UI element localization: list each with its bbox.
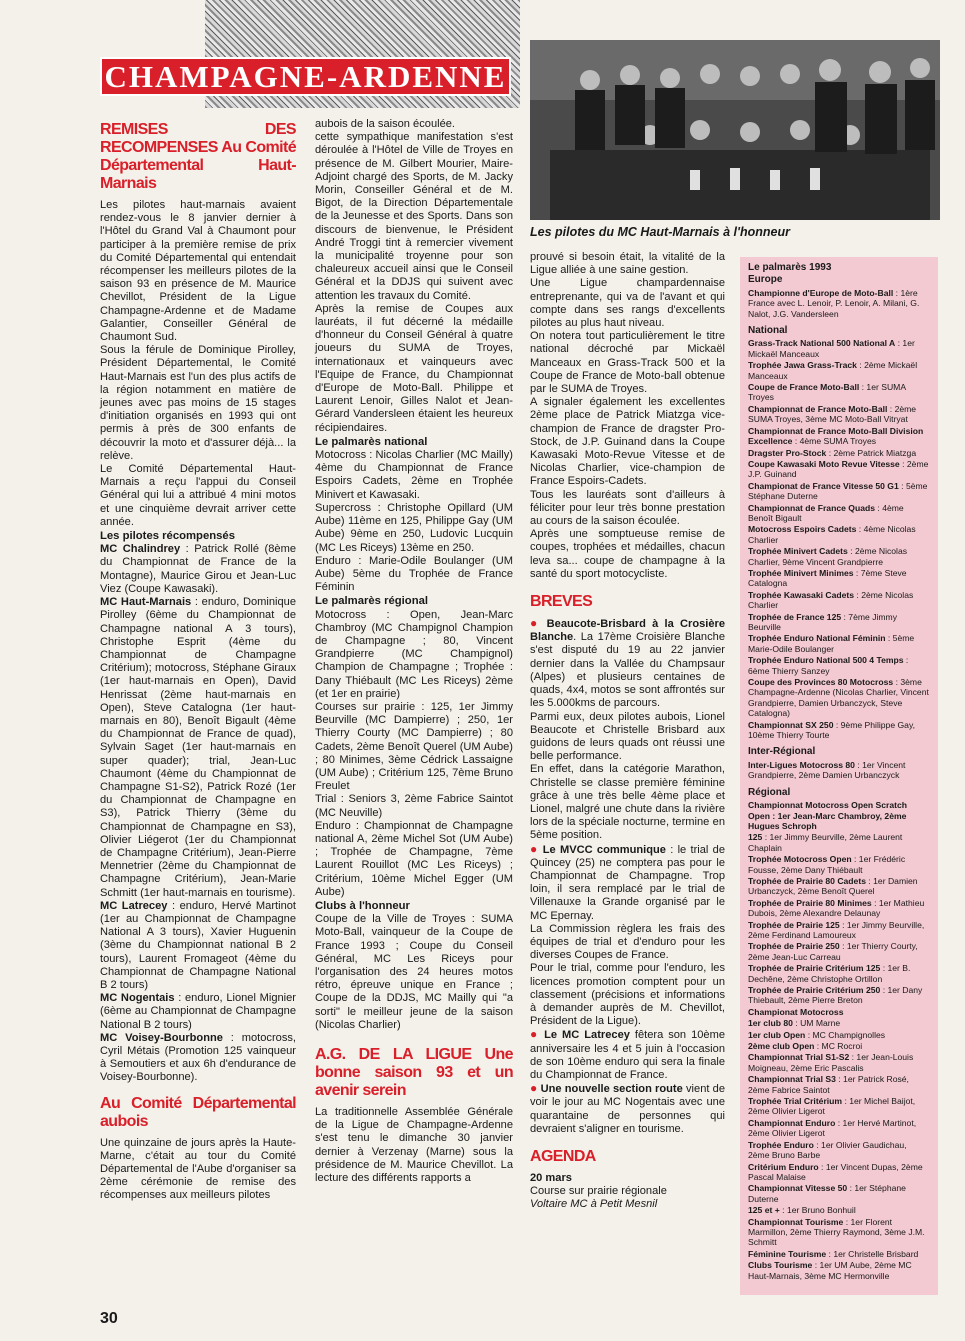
palmares-entry-label: Trophée de Prairie Critérium 125 (748, 963, 881, 974)
palmares-entry-label: Trophée Minivert Minimes (748, 567, 854, 578)
palmares-entry-result: : 2ème Nicolas Charlier (748, 589, 914, 611)
palmares-entry (748, 963, 930, 984)
palmares-entry-label: Trophée Kawasaki Cadets (748, 589, 855, 600)
palmares-entry-label: Championnat Trial S3 (748, 1074, 836, 1085)
headline-ag: A.G. DE LA LIGUE Une bonne saison 93 et un avenir serein (315, 1046, 513, 1100)
paragraph: Une quinzaine de jours après la Haute-Marne, c'était au tour du Comité Départemental de l'Aube d'organiser sa 2ème cérémonie de remise des récompenses aux meilleurs pilotes (100, 1136, 296, 1202)
paragraph: Parmi eux, deux pilotes aubois, Lionel Beaucote et Christelle Brisbard aux guidons de leurs quads ont réussi une belle performance. (530, 710, 725, 763)
palmares-entry (748, 1205, 930, 1215)
palmares-entry (748, 1018, 930, 1028)
palmares-entry-label: Trophée de France 125 (748, 611, 842, 622)
paragraph: cette sympathique manifestation s'est déroulée à l'Hôtel de Ville de Troyes en présence de M. Gilbert Mourier, Maire-Adjoint chargé des Sports, de M. Jacky Morin, Conseiller Général et de M. Bigot, de la Direction Départementale de la Jeunesse et des Sports. Dans son discours de bienvenue, le Président André Troggi tint à remercier vivement la municipalité troyenne pour son chaleureux accueil ainsi que le Conseil Général et la DDJS qui suivent avec attention les travaux du Comité. (315, 131, 513, 302)
palmares-entry (748, 1096, 930, 1117)
breve-item (530, 617, 725, 710)
palmares-entry (748, 404, 930, 425)
palmares-entry (748, 760, 930, 781)
agenda-place: Voltaire MC à Petit Mesnil (530, 1198, 658, 1211)
palmares-entry (748, 876, 930, 897)
palmares-entry-result: : 1er Bruno Bonhuil (779, 1205, 856, 1216)
paragraph: Une Ligue champardennaise entreprenante, qui va de l'avant et qui compte dans ses rangs d'excellents pilotes au plus haut niveau. (530, 277, 725, 330)
palmares-entry (748, 720, 930, 741)
palmares-entry-label: 125 (748, 832, 763, 843)
palmares-entry-result: : 1er Jimmy Beurville, 2ème Laurent Chaplain (748, 832, 903, 853)
team-photo (530, 40, 940, 220)
palmares-entry-result: : 1er Frédéric Fousse, 2ème Dany Thiébault (748, 854, 906, 875)
palmares-entry (748, 832, 930, 853)
palmares-entry (748, 1030, 930, 1040)
palmares-entry-result: : 5ème Stéphane Duterne (748, 480, 928, 502)
palmares-entry-result: : 1er Hervé Martinot, 2ème Olivier Ligerot (748, 1117, 917, 1139)
palmares-entry-label: Trophée de Prairie 250 (748, 941, 840, 952)
palmares-entry-label: 125 et + (748, 1205, 780, 1216)
agenda-date: 20 mars (530, 1172, 572, 1184)
palmares-entry-result: : 1er Jean-Louis Moigneau, 2ème Eric Pascalis (748, 1052, 914, 1073)
club-text: : enduro, Lionel Mignier (6ème au Championnat de Champagne National B 2 tours) (100, 992, 296, 1031)
photo-caption: Les pilotes du MC Haut-Marnais à l'honneur (530, 225, 790, 239)
palmares-entry-label: Coupe des Provinces 80 Motocross (748, 677, 894, 688)
breve-text: fêtera son 10ème anniversaire les 4 et 5 juin à l'occasion de son 10ème enduro qui sera la finale du Championnat de France. (530, 1029, 725, 1081)
palmares-entry-result: : 1er Dany Thiebault, 2ème Pierre Breton (748, 985, 923, 1006)
palmares-entry-label: Championnat Trial S1-S2 (748, 1052, 850, 1063)
palmares-entry-result: : 1er Christelle Brisbard (826, 1248, 919, 1259)
palmares-entry (748, 524, 930, 545)
palmares-entry-result: : 1er UM Aube, 2ème MC Haut-Marnais, 3ème MC Hermonville (748, 1260, 912, 1281)
palmares-entry (748, 854, 930, 875)
palmares-entry-result: : 1ère France avec L. Lenoir, P. Lenoir, A. Milani, G. Nalot, J.G. Vandersleen (748, 287, 920, 319)
palmares-entry-result: : 6ème Thierry Sanzey (748, 655, 909, 676)
subheading-regional: Le palmarès régional (315, 595, 429, 608)
club-name: MC Haut-Marnais (100, 596, 192, 609)
palmares-entry-result: : 9ème Philippe Gay, 10ème Thierry Tourte (748, 719, 916, 741)
paragraph: Enduro : Championnat de Champagne national A, 2ème Michel Sot (UM Aube) ; Trophée de Champagne, 7ème Laurent Rouillot (MC Les Riceys) ; Critérium, 10ème Michel Egger (UM Aube) (315, 819, 513, 898)
paragraph: prouvé si besoin était, la vitalité de la Ligue alliée à une saine gestion. (530, 251, 725, 277)
palmares-entry-result: : 3ème Champagne-Ardenne (Nicolas Charlier, Vincent Grandpierre, Damien Urbanczyck, Steve Catalogna) (748, 677, 929, 719)
paragraph: Les pilotes haut-marnais avaient rendez-vous le 8 janvier dernier à l'Hôtel du Grand Val à Chaumont pour participer à la première remise de prix du Comité Départemental qui entendait récompenser les meilleurs pilotes de la saison 93 en présence de M. Maurice Chevillot, Président de la Ligue Champagne-Ardenne et de Madame Galantier, Conseiller Général de Chaumont Sud. (100, 199, 296, 344)
palmares-entry-result: : 5ème Marie-Odile Boulanger (748, 633, 915, 654)
bullet-icon: ● (530, 1081, 538, 1096)
palmares-entry (748, 677, 930, 719)
palmares-entry-result: : 2ème SUMA Troyes, 3ème MC Moto-Ball Vitryat (748, 403, 917, 425)
agenda-event: Course sur prairie régionale (530, 1185, 667, 1198)
palmares-entry-result: : 1er B. Dechêne, 2ème Christophe Ortillon (748, 963, 911, 984)
paragraph: On notera tout particulièrement le titre national décroché par Mickaël Manceaux en Grass-Track 500 et la Coupe de France de Moto-ball obtenue par le SUMA de Troyes. (530, 330, 725, 396)
palmares-entry (748, 288, 930, 319)
club-text: : enduro, Hervé Martinot (1er au Championnat de Champagne National A 3 tours), Xavier Huguenin (3ème du Championnat national B 2 tours), Laurent Fromageot (4ème du Championnat de Champagne National B 2 tours) (100, 899, 296, 991)
palmares-entry-label: Inter-Ligues Motocross 80 (748, 759, 855, 770)
palmares-entry (748, 655, 930, 676)
palmares-entry-label: Trophée Motocross Open (748, 854, 852, 865)
palmares-entry-label: Trophée Enduro National Féminin (748, 633, 886, 644)
paragraph: Pour le trial, comme pour l'enduro, les licences promotion comptent pour un classement (précisions et informations à demander auprès de M. Chevillot, Président de la Ligue). (530, 962, 725, 1028)
club-text: : enduro, Dominique Pirolley (6ème du Championnat de Champagne national A 3 tours), Christophe Esprit (4ème du Championnat de Champagne Critérium); motocross, Stéphane Giraux (1er haut-marnais en Open), David Henrissat (2ème haut-marnais en Open), Steve Catalogna (1er haut-marnais en 80), Benoît Bigault (4ème du Championnat de France de quad), Sylvain Saget (1er haut-marnais en super quader); trial, Jean-Luc Chaumont (4ème du Championnat de Champagne S1-S2), Patrick Rozé (1er du Championnat de Champagne en S3), Patrick Thierry (3ème du Championnat de Champagne en S3), Olivier Liégerot (1er du Championnat de Champagne Critérium), Jean-Pierre Mennetrier (2ème du Championnat de Champagne Critérium), Jean-Marie Schmitt (1er haut-marnais en tourisme). (100, 596, 296, 899)
breve-title: Le MVCC communique (542, 843, 666, 856)
palmares-entry-label: Championnat Tourisme (748, 1216, 844, 1227)
bullet-icon: ● (530, 1027, 540, 1042)
paragraph: A signaler également les excellentes 2ème place de Patrick Miatzga vice-champion de France de dragster Pro-Stock, de J.P. Guinand dans la Coupe Kawasaki Moto-Revue Vitesse et de Nicolas Charlier, vice-champion de France Espoirs-Cadets. (530, 396, 725, 488)
palmares-entry (748, 503, 930, 524)
palmares-entry-result: : 1er Michel Baijot, 2ème Olivier Ligerot (748, 1096, 916, 1117)
column-2 (315, 118, 513, 1185)
palmares-entry (748, 1041, 930, 1051)
palmares-entry-label: Critérium Enduro (748, 1161, 819, 1172)
breve-text: . La 17ème Croisière Blanche s'est disputé du 19 au 22 janvier dernier dans la Vallée du Champsaur (Alpes) et plusieurs centaines de quads, 4x4, motos se sont affrontés sur les 5.000kms de parcours. (530, 631, 725, 710)
paragraph: Motocross : Nicolas Charlier (MC Mailly) 4ème du Championnat de France Espoirs Cadets, 2ème en Trophée Minivert et Kawasaki. (315, 449, 513, 501)
paragraph: Trial : Seniors 3, 2ème Fabrice Saintot (MC Neuville) (315, 793, 513, 819)
palmares-entry-label: Trophée Enduro (748, 1139, 814, 1150)
paragraph: aubois de la saison écoulée. (315, 118, 456, 130)
palmares-entry-result: : 2ème Mickaël Manceaux (748, 360, 918, 381)
column-1 (100, 118, 296, 1203)
palmares-entry-label: Clubs Tourisme (748, 1260, 813, 1271)
palmares-entry (748, 633, 930, 654)
palmares-entry (748, 1260, 930, 1281)
palmares-entry-result: : 1er Stéphane Duterne (748, 1183, 906, 1204)
paragraph: Coupe de la Ville de Troyes : SUMA Moto-Ball, vainqueur de la Coupe de France 1993 ; Coupe du Conseil Général, MC Les Riceys pour l'organisation des 24 heures motos rétro, épreuve unique en France ; Coupe de la DDJS, MC Mailly qui "a sorti" le meilleur jeune de la saison (Nicolas Charlier) (315, 913, 513, 1031)
breve-title: Beaucote-Brisbard à la Crosière Blanche (530, 618, 726, 644)
palmares-entry (748, 1052, 930, 1073)
paragraph: Enduro : Marie-Odile Boulanger (UM Aube) 5ème du Trophée de France Féminin (315, 554, 513, 594)
club-text: : motocross, Cyril Métais (Promotion 125 vainqueur à Semoutiers et aux 6h d'endurance de Voisey-Bourbonne). (100, 1031, 296, 1084)
palmares-entry (748, 459, 930, 480)
subheading-national: Le palmarès national (315, 435, 428, 448)
palmares-entry-label: Trophée de Prairie 125 (748, 919, 840, 930)
club-text: : Patrick Rollé (8ème du Championnat de France de la Montagne), Maurice Girou et Jean-Luc Viez (Coupe Kawasaki). (100, 543, 296, 595)
palmares-entry (748, 568, 930, 589)
palmares-entry-result: : 7ème Jimmy Beurville (748, 611, 898, 632)
breve-item (530, 1028, 725, 1082)
palmares-section-heading: Inter-Régional (748, 746, 816, 758)
team-photo-image (530, 40, 940, 220)
palmares-entry-result: : 1er Thierry Courty, 2ème Jean-Luc Carreau (748, 941, 918, 962)
palmares-entry (748, 898, 930, 919)
palmares-entry-label: Championnat de France Moto-Ball (748, 403, 888, 414)
breve-item (530, 843, 725, 923)
palmares-entry (748, 426, 930, 447)
palmares-entry-result: : 1er SUMA Troyes (748, 382, 906, 403)
headline-remises: REMISES DES RECOMPENSES Au Comité Départemental Haut-Marnais (100, 121, 296, 192)
column-3 (530, 251, 725, 1212)
palmares-entry-label: Féminine Tourisme (748, 1248, 827, 1259)
palmares-entry-label: Championnat de France Quads (748, 502, 876, 513)
palmares-entry-label: Trophée Enduro National 500 4 Temps (748, 655, 904, 666)
palmares-entry-label: Coupe Kawasaki Moto Revue Vitesse (748, 458, 900, 469)
palmares-entry-label: Trophée Trial Critérium (748, 1096, 843, 1107)
palmares-entry-result: : 1er Mickaël Manceaux (748, 338, 915, 359)
paragraph: La Commission règlera les frais des équipes de trial et d'enduro pour les diverses Coupes de France. (530, 922, 725, 962)
palmares-entry-result: : 1er Vincent Grandpierre, 2ème Damien Urbanczyck (748, 759, 906, 781)
club-name: MC Voisey-Bourbonne (100, 1031, 223, 1044)
palmares-entry-label: Trophée Jawa Grass-Track (748, 360, 857, 371)
palmares-entry-result: : 1er Vincent Dupas, 2ème Pascal Malaise (748, 1161, 923, 1182)
palmares-entry-result: : 2ème Nicolas Charlier, 9ème Vincent Grandpierre (748, 546, 908, 567)
palmares-entry (748, 1007, 930, 1017)
palmares-entry (748, 1249, 930, 1259)
palmares-entry-result: : 1er Florent Marmillon, 2ème Thierry Raymond, 3ème J.M. Schmitt (748, 1216, 925, 1248)
palmares-entry-result: : 1er Patrick Rosé, 2ème Fabrice Saintot (748, 1074, 909, 1095)
palmares-entry (748, 546, 930, 567)
palmares-entry-result: : 7ème Steve Catalogna (748, 567, 907, 589)
subheading-pilotes: Les pilotes récompensés (100, 530, 235, 543)
palmares-entry (748, 338, 930, 359)
palmares-entry-label: 1er club Open (748, 1029, 806, 1040)
palmares-entry-result: : 4ème Benoît Bigault (748, 502, 904, 523)
bullet-icon: ● (530, 616, 541, 631)
club-name: MC Latrecey (100, 899, 168, 912)
palmares-entry-label: Championat Motocross (748, 1006, 844, 1017)
club-entry (100, 992, 296, 1032)
palmares-entry (748, 941, 930, 962)
palmares-entry (748, 382, 930, 403)
palmares-entry-result: : MC Rocroi (814, 1041, 863, 1052)
palmares-entry-label: Championnat SX 250 (748, 719, 834, 730)
palmares-entry (748, 612, 930, 633)
palmares-entry-result: : 1er Olivier Gaudichau, 2ème Bruno Barbe (748, 1139, 907, 1161)
club-entry (100, 596, 296, 900)
paragraph: Sous la férule de Dominique Pirolley, Président Départemental, le Comité Haut-Marnais est l'un des plus actifs de la région notamment en matière de jeunes avec pas moins de 15 stages d'initiation organisés en 1993 qui ont permis à près de 300 enfants de découvrir la moto et d'assurer déjà... la relève. (100, 344, 296, 462)
palmares-entry-label: Trophée de Prairie Critérium 250 (748, 985, 881, 995)
palmares-entry-result: : 1er Damien Urbanczyck, 2ème Benoît Querel (748, 875, 918, 897)
palmares-entry (748, 1118, 930, 1139)
palmares-entry (748, 360, 930, 381)
palmares-entry-result: : 2ème J.P. Guinand (748, 458, 929, 480)
breve-text: : le trial de Quincey (25) ne comptera pas pour le Championnat de Champagne. Trop loin, il sera remplacé par le trial de Villenauxe la Grande organisé par le MC Epernay. (530, 843, 725, 922)
club-name: MC Nogentais (100, 992, 175, 1005)
palmares-entry (748, 1074, 930, 1095)
club-name: MC Chalindrey (100, 543, 181, 556)
breve-text: vient de voir le jour au MC Nogentais avec une quarantaine de personnes qui devraient s'aligner en tourisme. (530, 1083, 726, 1135)
bullet-icon: ● (530, 841, 539, 856)
palmares-entry-label: Championnat de France Moto-Ball Division Excellence (748, 425, 924, 447)
palmares-entry-label: Trophée Minivert Cadets (748, 546, 848, 557)
palmares-entry-label: Coupe de France Moto-Ball (748, 382, 860, 393)
paragraph: Motocross : Open, Jean-Marc Chambroy (MC Champignol Champion de Champagne ; 80, Vincent Grandpierre (MC Champignol) Champion de Champagne ; Trophée : Dany Thiébault (MC Les Riceys) 2ème (et 1er en prairie) (315, 608, 513, 700)
breve-item (530, 1082, 725, 1136)
palmares-entry (748, 920, 930, 941)
headline-aubois: Au Comité Départemental aubois (100, 1094, 296, 1130)
palmares-entry (748, 448, 930, 458)
palmares-entry-label: Trophée de Prairie 80 Minimes (748, 897, 872, 908)
palmares-entry-label: Championat de France Vitesse 50 G1 (748, 480, 899, 491)
palmares-section-heading: Europe (748, 274, 783, 286)
page-number: 30 (100, 1310, 118, 1327)
paragraph: Après une somptueuse remise de coupes, trophées et médailles, chacun leva sa... coupe de champagne à la santé du sport motocycliste. (530, 528, 725, 580)
palmares-entry-label: 1er club 80 (748, 1018, 793, 1029)
palmares-entry-result: : MC Champignolles (805, 1029, 886, 1040)
palmares-entry (748, 481, 930, 502)
palmares-entry-label: Grass-Track National 500 National A (748, 338, 896, 349)
palmares-entry (748, 800, 930, 831)
palmares-title: Le palmarès 1993 (748, 262, 832, 273)
paragraph: Tous les lauréats sont d'ailleurs à féliciter pour leur très bonne prestation au cours de la saison écoulée. (530, 488, 725, 528)
palmares-entry-label: Motocross Espoirs Cadets (748, 524, 857, 535)
palmares-entry-label: Championnat Vitesse 50 (748, 1183, 848, 1194)
section-title: CHAMPAGNE-ARDENNE (100, 57, 511, 96)
paragraph: En effet, dans la catégorie Marathon, Christelle se classe première féminine grâce à une très belle 4ème place et Lionel, malgré une chute dans la rivière lors de la spéciale nocturne, termine en 5ème position. (530, 763, 725, 842)
palmares-entry (748, 1140, 930, 1161)
headline-breves: BREVES (530, 593, 593, 611)
palmares-entry (748, 1162, 930, 1183)
palmares-entry (748, 985, 930, 1006)
paragraph: Le Comité Départemental Haut-Marnais a reçu l'appui du Conseil Général qui lui a attribué 4 mini motos et une cinquième devrait arriver cette année. (100, 463, 296, 528)
palmares-entry (748, 590, 930, 611)
palmares-box (740, 257, 938, 1295)
palmares-entry-result: : 2ème Patrick Miatzga (826, 447, 917, 458)
palmares-entry-result: : 1er Jimmy Beurville, 2ème Ferdinand Lamoureux (748, 919, 925, 940)
palmares-entry-result: : 1er Mathieu Dubois, 2ème Alexandre Delaunay (748, 897, 925, 919)
palmares-entry (748, 1183, 930, 1204)
breve-title: Le MC Latrecey (544, 1029, 630, 1042)
paragraph: La traditionnelle Assemblée Générale de la Ligue de Champagne-Ardenne s'est tenu le dimanche 30 janvier dernier à Verzenay (Marne) sous la présidence de M. Maurice Chevillot. La lecture des différents rapports a (315, 1106, 513, 1185)
palmares-entry-result: : UM Marne (792, 1018, 841, 1029)
headline-agenda: AGENDA (530, 1148, 596, 1165)
palmares-entry-label: Dragster Pro-Stock (748, 447, 827, 458)
palmares-entry-label: Championnat Enduro (748, 1117, 836, 1128)
palmares-entry-label: Championnat Motocross Open Scratch Open : 1er Jean-Marc Chambroy, 2ème Hugues Schroph (748, 800, 908, 831)
paragraph: Supercross : Christophe Opillard (UM Aube) 11ème en 125, Philippe Gay (UM Aube) 9ème en 250, Ludovic Lucquin (MC Les Riceys) 13ème en 250. (315, 501, 513, 554)
palmares-section-heading: Régional (748, 786, 791, 798)
palmares-entry-result: : 4ème SUMA Troyes (792, 436, 877, 447)
palmares-entry (748, 1217, 930, 1248)
club-entry (100, 900, 296, 992)
breve-title: Une nouvelle section route (540, 1083, 683, 1096)
subheading-clubs: Clubs à l'honneur (315, 899, 410, 912)
palmares-entry-label: Championne d'Europe de Moto-Ball (748, 287, 894, 298)
palmares-section-heading: National (748, 325, 788, 337)
palmares-entry-label: 2ème club Open (748, 1041, 815, 1052)
paragraph: Après la remise de Coupes aux lauréats, il fut décerné la médaille d'honneur du Conseil Général à quatre joueurs du SUMA de Troyes, internationaux et vainqueurs avec l'Equipe de France, du Championnat d'Europe de Moto-Ball. Philippe et Laurent Lenoir, Gilles Nalot et Jean-Gérard Vandersleen étaient les heureux récipiendaires. (315, 302, 513, 434)
club-entry (100, 543, 296, 596)
paragraph: Courses sur prairie : 125, 1er Jimmy Beurville (MC Dampierre) ; 250, 1er Thierry Courty (MC Dampierre) ; 80 Cadets, 2ème Benoît Querel (UM Aube) ; 80 Minimes, 3ème Cédrick Lassaigne (UM Aube) ; Critérium 125, 7ème Bruno Freulet (315, 700, 513, 793)
club-entry (100, 1032, 296, 1085)
palmares-entry-result: : 4ème Nicolas Charlier (748, 524, 916, 545)
palmares-entry-label: Trophée de Prairie 80 Cadets (748, 875, 866, 886)
